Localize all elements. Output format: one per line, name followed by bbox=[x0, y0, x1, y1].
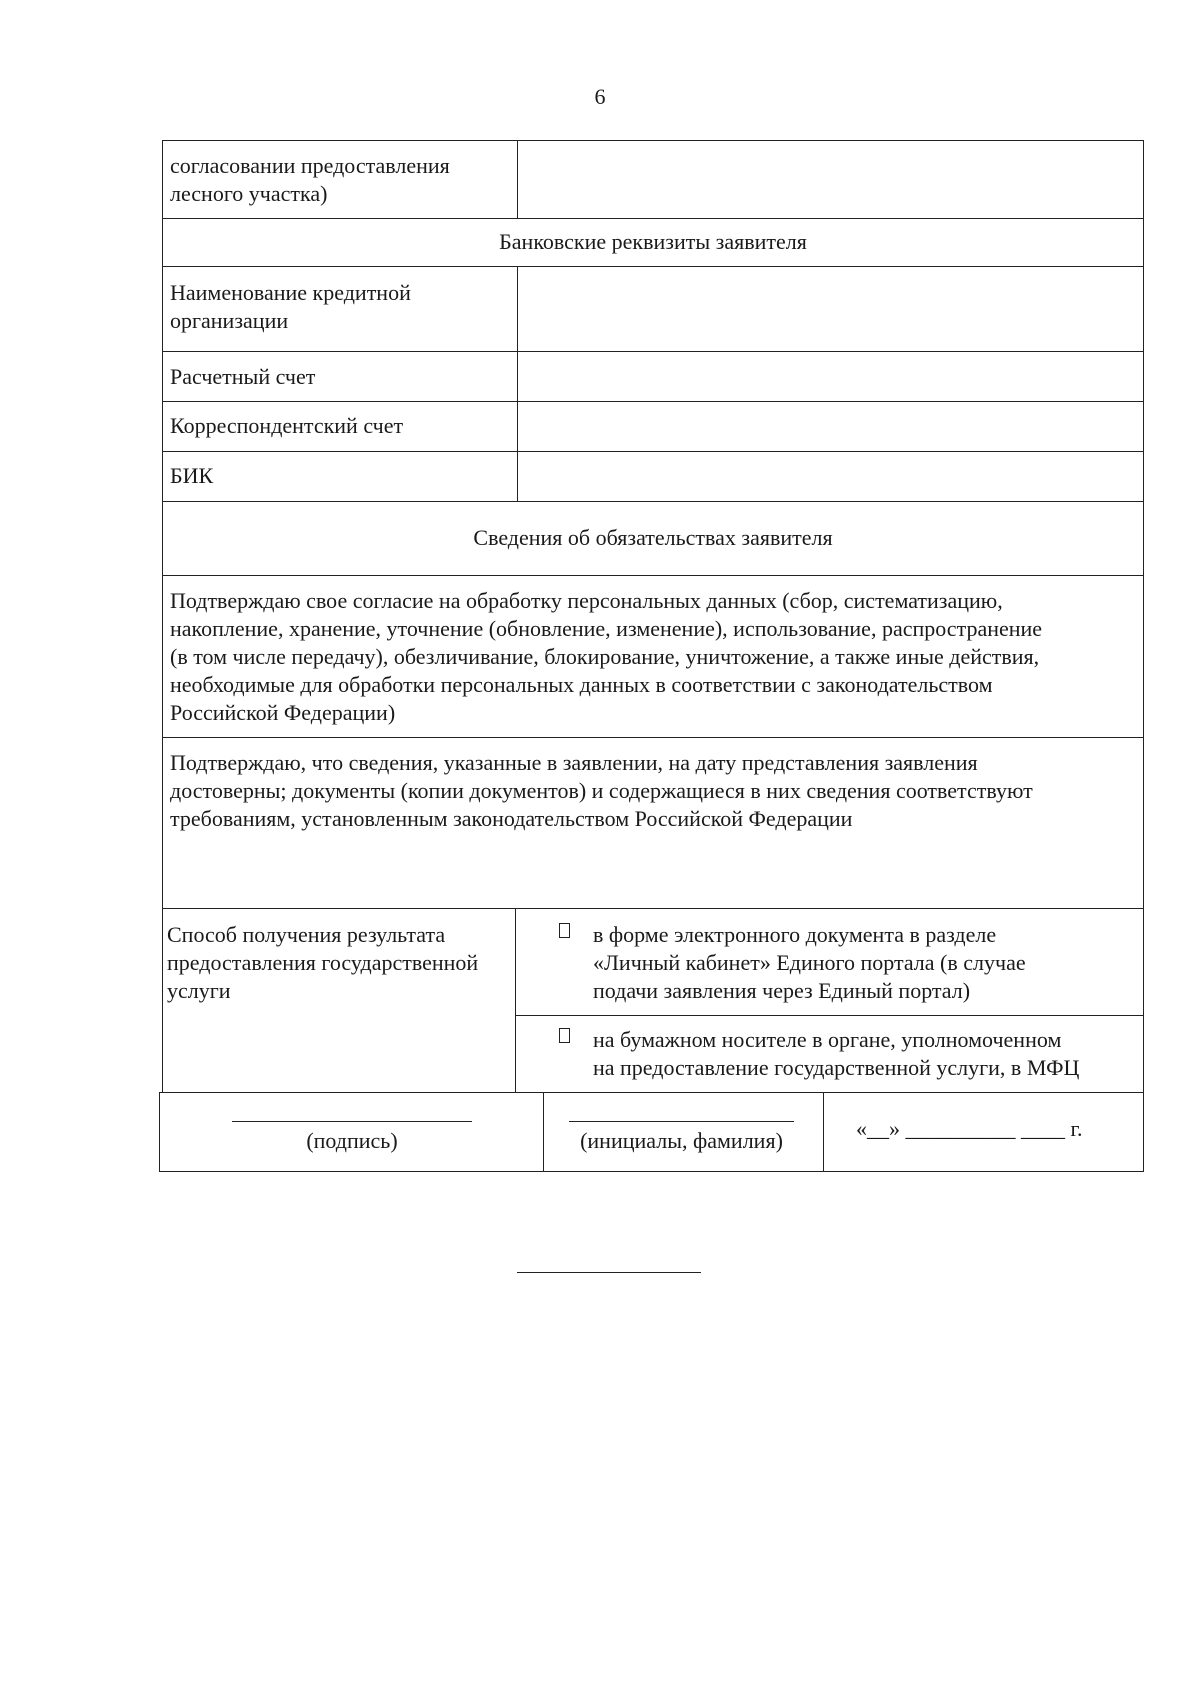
confirmation-row bbox=[163, 737, 1143, 908]
result-method-label: Способ получения результата предоставления государственной услуги bbox=[167, 922, 479, 1003]
bik-label: БИК bbox=[170, 463, 214, 488]
correspondent-account-value-cell[interactable] bbox=[517, 402, 1143, 451]
checkbox-icon[interactable] bbox=[559, 923, 570, 938]
bank-details-header-row bbox=[163, 218, 1143, 266]
personal-data-consent-text: Подтверждаю свое согласие на обработку персональных данных (сбор, систематизацию, накопление, хранение, уточнение (обновление, изменение), использование, распространение (в том числе передачу), обезличивание, блокирование, уничтожение, а также иные действия, необходимые для обработки персональных данных в соответствии с законодательством Российской Федерации) bbox=[170, 588, 1043, 725]
page-number: 6 bbox=[594, 84, 606, 109]
consent-row bbox=[163, 575, 1143, 737]
settlement-account-label: Расчетный счет bbox=[170, 364, 316, 389]
obligations-table bbox=[162, 501, 1144, 1093]
result-option-electronic[interactable] bbox=[516, 909, 1143, 1015]
row-label-cell bbox=[163, 402, 517, 451]
initials-caption: (инициалы, фамилия) bbox=[580, 1128, 783, 1153]
initials-cell[interactable] bbox=[543, 1093, 823, 1171]
table-row bbox=[163, 351, 1143, 401]
result-method-options-cell bbox=[515, 909, 1143, 1092]
settlement-account-value-cell[interactable] bbox=[517, 352, 1143, 401]
bank-details-table bbox=[162, 140, 1144, 502]
obligations-header-row bbox=[163, 502, 1143, 575]
row-label-cell bbox=[163, 267, 517, 351]
table-row bbox=[163, 451, 1143, 501]
date-cell[interactable] bbox=[823, 1093, 1143, 1171]
initials-line bbox=[569, 1121, 794, 1122]
result-method-label-cell bbox=[163, 909, 515, 1092]
row-label-cell bbox=[163, 141, 517, 218]
result-option-paper[interactable] bbox=[516, 1015, 1143, 1092]
credit-org-label: Наименование кредитной организации bbox=[170, 280, 411, 333]
table-row bbox=[163, 141, 1143, 218]
row-value-cell[interactable] bbox=[517, 141, 1143, 218]
correspondent-account-label: Корреспондентский счет bbox=[170, 413, 404, 438]
date-field: «__» __________ ____ г. bbox=[856, 1116, 1083, 1141]
signature-table bbox=[159, 1092, 1144, 1172]
row-label-cell bbox=[163, 352, 517, 401]
credit-org-value-cell[interactable] bbox=[517, 267, 1143, 351]
result-option-electronic-label: в форме электронного документа в разделе «Личный кабинет» Единого портала (в случае подачи заявления через Единый портал) bbox=[593, 922, 1026, 1003]
table-row bbox=[163, 401, 1143, 451]
bik-value-cell[interactable] bbox=[517, 452, 1143, 501]
obligations-header: Сведения об обязательствах заявителя bbox=[473, 525, 833, 550]
signature-cell[interactable] bbox=[160, 1093, 543, 1171]
checkbox-icon[interactable] bbox=[559, 1028, 570, 1043]
result-method-row bbox=[163, 908, 1143, 1092]
row-label: согласовании предоставления лесного участка) bbox=[170, 153, 450, 206]
signature-caption: (подпись) bbox=[306, 1128, 398, 1153]
result-option-paper-label: на бумажном носителе в органе, уполномоченном на предоставление государственной услуги, в МФЦ bbox=[593, 1027, 1080, 1080]
row-label-cell bbox=[163, 452, 517, 501]
signature-line bbox=[232, 1121, 472, 1122]
end-separator-line bbox=[517, 1272, 701, 1273]
data-accuracy-confirmation-text: Подтверждаю, что сведения, указанные в заявлении, на дату представления заявления достоверны; документы (копии документов) и содержащиеся в них сведения соответствуют требованиям, установленным законодательством Российской Федерации bbox=[170, 750, 1033, 831]
bank-details-header: Банковские реквизиты заявителя bbox=[499, 229, 807, 254]
table-row bbox=[163, 266, 1143, 351]
